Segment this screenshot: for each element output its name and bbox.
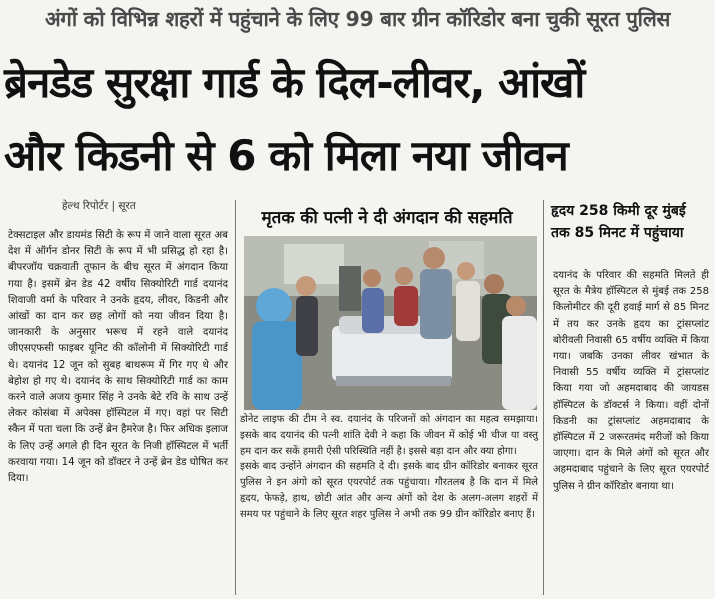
right-heading-line-1: हृदय 258 किमी दूर मुंबई (551, 203, 686, 219)
mid-article-text (240, 412, 538, 523)
headline-line-2: और किडनी से 6 को मिला नया जीवन (4, 131, 568, 180)
right-article-heading (551, 200, 711, 244)
mid-article-paragraph-2: इसके बाद उन्होंने अंगदान की सहमति दे दी। इसके बाद ग्रीन कॉरिडोर बनाकर सूरत पुलिस ने इन अंगो को सूरत एयरपोर्ट तक पहुंचाया। गौरतलब है कि दान में मिले हृदय, फेफड़े, हाथ, छोटी आंत और अन्य अंगों को देश के अलग-अलग शहरों में समय पर पहुंचाने के लिए सूरत शहर पुलिस ने अभी तक 99 ग्रीन कॉरिडोर बनाए हैं। (240, 461, 538, 520)
column-divider-right (543, 200, 544, 595)
right-article-text (553, 268, 709, 495)
right-article-paragraph: दयानंद के परिवार की सहमति मिलते ही सूरत के मैत्रेय हॉस्पिटल से मुंबई तक 258 किलोमीटर की दूरी हवाई मार्ग से 85 मिनट में तय कर उनके हृदय का ट्रांसप्लांट बोरीवली निवासी 65 वर्षीय व्यक्ति में किया गया। जबकि उनका लीवर खंभात के निवासी 55 वर्षीय व्यक्ति में ट्रांसप्लांट किया गया जो अहमदाबाद की जायडस हॉस्पिटल के डॉक्टर्स ने किया। वहीं दोनों किडनी का ट्रांसप्लांट अहमदाबाद के हॉस्पिटल में 2 जरूरतमंद मरीजों को किया जाएगा। दान के मिले अंगों को सूरत और अहमदाबाद पहुंचाने के लिए सूरत एयरपोर्ट पुलिस ने ग्रीन कॉरिडोर बनाया था। (553, 270, 709, 492)
main-headline (4, 46, 710, 192)
byline: हेल्थ रिपोर्टर | सूरत (62, 200, 136, 212)
hospital-photo-icon (244, 236, 537, 410)
left-article-paragraph: टेक्सटाइल और डायमंड सिटी के रूप में जाने वाला सूरत अब देश में ऑर्गन डोनर सिटी के रूप में भी प्रसिद्ध हो रहा है। बीपरजॉय चक्रवाती तूफान के बीच सूरत में अंगदान किया गया है। इसमें ब्रेन डेड 42 वर्षीय सिक्योरिटी गार्ड दयानंद शिवाजी वर्मा के परिवार ने उनके हृदय, लीवर, किडनी और आंखों का दान कर छह लोगों को नया जीवन दिया है। जानकारी के अनुसार भरूच में रहने वाले दयानंद जीएसएफसी फाइबर यूनिट की कॉलोनी में सिक्योरिटी गार्ड थे। दयानंद 12 जून को सुबह बाथरूम में गिर गए थे और बेहोश हो गए थे। दयानंद के साथ सिक्योरिटी गार्ड का काम करने वाले अजय कुमार सिंह ने उनके बेटे रवि के साथ उन्हें लेकर कोसंबा में अपेक्स हॉस्पिटल में गए। वहां पर सिटी स्कैन में पता चला कि उन्हें ब्रेन हैमरेज है। फिर अधिक इलाज के लिए उन्हें अगले ही दिन सूरत के निजी हॉस्पिटल में भर्ती करवाया गया। 14 जून को डॉक्टर ने उन्हें ब्रेन डेड घोषित कर दिया। (8, 230, 228, 485)
left-article (8, 228, 228, 487)
mid-article-heading: मृतक की पत्नी ने दी अंगदान की सहमति (261, 208, 513, 228)
right-heading-line-2: तक 85 मिनट में पहुंचाया (551, 225, 684, 241)
headline-line-1: ब्रेनडेड सुरक्षा गार्ड के दिल-लीवर, आंखों (4, 58, 585, 107)
mid-article-paragraph-1: डोनेट लाइफ की टीम ने स्व. दयानंद के परिजनों को अंगदान का महत्व समझाया। इसके बाद दयानंद की पत्नी शांति देवी ने कहा कि जीवन में कोई भी चीज या वस्तु हम दान कर सकें हमारी ऐसी परिस्थिति नहीं है। इससे बड़ा दान और क्या होगा। (240, 414, 538, 457)
column-divider-left (235, 200, 236, 595)
kicker-headline: अंगों को विभिन्न शहरों में पहुंचाने के लिए 99 बार ग्रीन कॉरिडोर बना चुकी सूरत पुलिस (44, 7, 671, 31)
